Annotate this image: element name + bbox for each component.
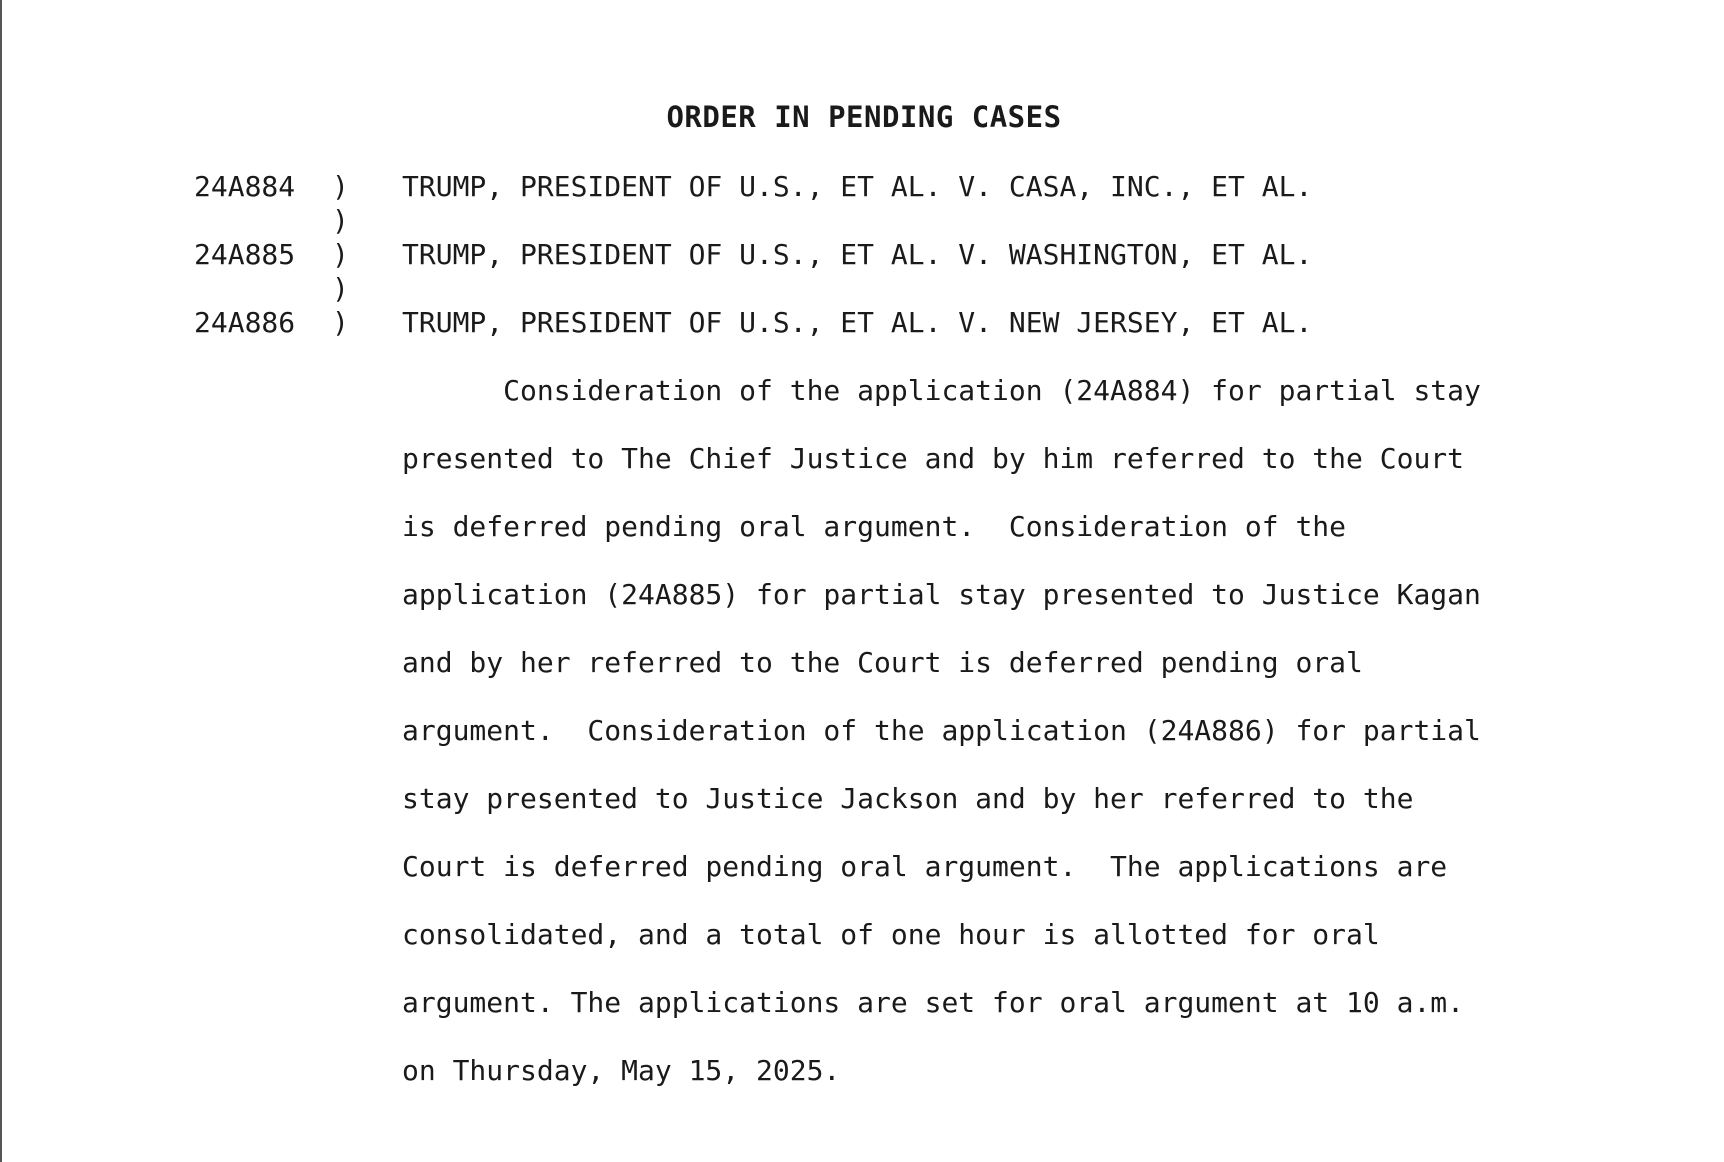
bracket-paren: ) bbox=[332, 170, 349, 203]
order-text-line: application (24A885) for partial stay presented to Justice Kagan bbox=[402, 578, 1481, 611]
order-text-line: consolidated, and a total of one hour is allotted for oral bbox=[402, 918, 1380, 951]
bracket-paren: ) bbox=[332, 204, 349, 237]
page-title: ORDER IN PENDING CASES bbox=[666, 100, 1062, 134]
order-text-line: argument. Consideration of the application (24A886) for partial bbox=[402, 714, 1481, 747]
bracket-paren: ) bbox=[332, 238, 349, 271]
docket-number: 24A884 bbox=[194, 170, 296, 203]
order-text-line: on Thursday, May 15, 2025. bbox=[402, 1054, 841, 1087]
order-text-line: stay presented to Justice Jackson and by her referred to the bbox=[402, 782, 1414, 815]
bracket-paren: ) bbox=[332, 272, 349, 305]
order-text-line: and by her referred to the Court is deferred pending oral bbox=[402, 646, 1363, 679]
order-text-line: Consideration of the application (24A884) for partial stay bbox=[402, 374, 1481, 407]
order-text-line: argument. The applications are set for oral argument at 10 a.m. bbox=[402, 986, 1465, 1019]
case-caption: TRUMP, PRESIDENT OF U.S., ET AL. V. WASHINGTON, ET AL. bbox=[402, 238, 1313, 271]
order-text-line: presented to The Chief Justice and by him referred to the Court bbox=[402, 442, 1465, 475]
order-text-line: is deferred pending oral argument. Consideration of the bbox=[402, 510, 1347, 543]
case-caption: TRUMP, PRESIDENT OF U.S., ET AL. V. NEW JERSEY, ET AL. bbox=[402, 306, 1313, 339]
order-text-line: Court is deferred pending oral argument. The applications are bbox=[402, 850, 1448, 883]
bracket-paren: ) bbox=[332, 306, 349, 339]
case-caption: TRUMP, PRESIDENT OF U.S., ET AL. V. CASA, INC., ET AL. bbox=[402, 170, 1313, 203]
docket-number: 24A885 bbox=[194, 238, 296, 271]
docket-number: 24A886 bbox=[194, 306, 296, 339]
